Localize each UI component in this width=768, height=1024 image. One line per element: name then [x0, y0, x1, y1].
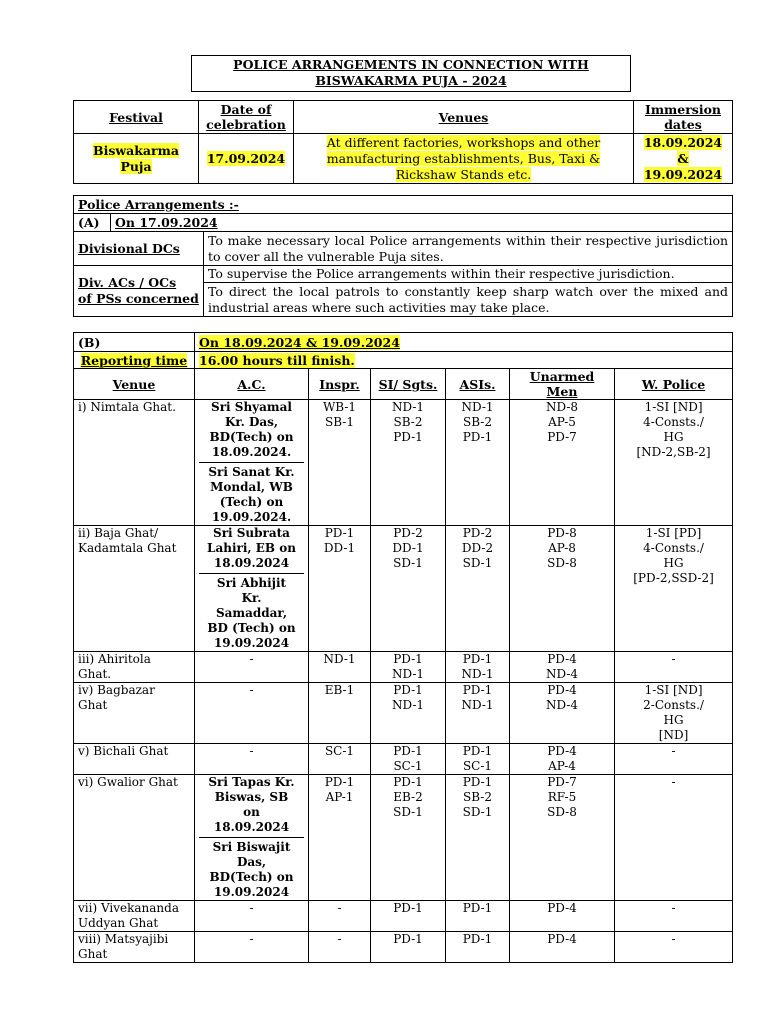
- inspr-cell: WB-1 SB-1: [309, 400, 371, 526]
- si-sgts-cell: PD-1 ND-1: [371, 652, 446, 683]
- table-row: [74, 901, 733, 932]
- col-inspr: Inspr.: [309, 369, 371, 400]
- asis-cell: PD-1: [446, 901, 510, 932]
- inspr-cell: -: [309, 932, 371, 963]
- unarmed-men-cell: PD-4 ND-4: [510, 683, 615, 744]
- ac-cell: [195, 775, 309, 901]
- col-unarmed-men: Unarmed Men: [510, 369, 615, 400]
- col-venue: Venue: [74, 369, 195, 400]
- festival-table-header: [74, 101, 733, 134]
- inspr-cell: SC-1: [309, 744, 371, 775]
- ac-cell: [195, 400, 309, 526]
- unarmed-men-cell: PD-4 ND-4: [510, 652, 615, 683]
- section-b-label: (B): [74, 333, 195, 352]
- w-police-cell: 1-SI [ND] 2-Consts./ HG [ND]: [615, 683, 733, 744]
- header-venues: Venues: [294, 101, 634, 134]
- asis-cell: PD-1 ND-1: [446, 683, 510, 744]
- inspr-cell: PD-1 DD-1: [309, 526, 371, 652]
- ac-cell: [195, 744, 309, 775]
- ac-cell: [195, 526, 309, 652]
- divisional-dcs-text: To make necessary local Police arrangements within their respective jurisdiction to cover all the vulnerable Puja sites.: [204, 232, 733, 266]
- ac-officer: -: [249, 744, 254, 758]
- asis-cell: PD-1 SB-2 SD-1: [446, 775, 510, 901]
- ac-officer: Sri Sanat Kr. Mondal, WB (Tech) on 19.09.2024.: [208, 465, 295, 524]
- ac-officer: -: [249, 683, 254, 697]
- ac-cell: [195, 683, 309, 744]
- ac-officer: Sri Shyamal Kr. Das, BD(Tech) on 18.09.2024.: [209, 400, 294, 459]
- table-row: [74, 744, 733, 775]
- si-sgts-cell: PD-1: [371, 901, 446, 932]
- unarmed-men-cell: PD-4: [510, 932, 615, 963]
- section-b-heading-row: [74, 333, 733, 352]
- unarmed-men-cell: PD-8 AP-8 SD-8: [510, 526, 615, 652]
- si-sgts-cell: PD-1: [371, 932, 446, 963]
- venue-cell: i) Nimtala Ghat.: [74, 400, 195, 526]
- si-sgts-cell: ND-1 SB-2 PD-1: [371, 400, 446, 526]
- divisional-dcs-label: Divisional DCs: [74, 232, 204, 266]
- ac-officer: -: [249, 652, 254, 666]
- unarmed-men-cell: PD-4 AP-4: [510, 744, 615, 775]
- si-sgts-cell: PD-1 EB-2 SD-1: [371, 775, 446, 901]
- section-a-date: On 17.09.2024: [111, 214, 733, 232]
- w-police-cell: 1-SI [ND] 4-Consts./ HG [ND-2,SB-2]: [615, 400, 733, 526]
- header-immersion: Immersion dates: [634, 101, 733, 134]
- w-police-cell: -: [615, 744, 733, 775]
- ac-officer: -: [249, 901, 254, 915]
- unarmed-men-cell: PD-4: [510, 901, 615, 932]
- ac-officer: Sri Subrata Lahiri, EB on 18.09.2024: [207, 526, 296, 570]
- col-si-sgts: SI/ Sgts.: [371, 369, 446, 400]
- ac-cell: [195, 932, 309, 963]
- reporting-time-row: [74, 352, 733, 369]
- si-sgts-cell: PD-1 SC-1: [371, 744, 446, 775]
- ac-officer: Sri Tapas Kr. Biswas, SB on 18.09.2024: [208, 775, 295, 834]
- police-arrangements-table: [73, 195, 733, 317]
- w-police-cell: -: [615, 775, 733, 901]
- ac-officer: Sri Biswajit Das, BD(Tech) on 19.09.2024: [209, 840, 294, 899]
- festival-venues: At different factories, workshops and other manufacturing establishments, Bus, Taxi & Rickshaw Stands etc.: [294, 134, 634, 184]
- ac-officer: Sri Abhijit Kr. Samaddar, BD (Tech) on 19.09.2024: [207, 576, 296, 650]
- div-acs-text-2: To direct the local patrols to constantly keep sharp watch over the mixed and industrial areas where such activities may take place.: [204, 283, 733, 317]
- festival-name: Biswakarma Puja: [74, 134, 199, 184]
- venue-cell: vi) Gwalior Ghat: [74, 775, 195, 901]
- si-sgts-cell: PD-2 DD-1 SD-1: [371, 526, 446, 652]
- section-a-label: (A): [74, 214, 111, 232]
- document-title: [191, 55, 631, 92]
- inspr-cell: ND-1: [309, 652, 371, 683]
- venue-cell: vii) Vivekananda Uddyan Ghat: [74, 901, 195, 932]
- asis-cell: ND-1 SB-2 PD-1: [446, 400, 510, 526]
- w-police-cell: -: [615, 932, 733, 963]
- pa-heading: Police Arrangements :-: [74, 196, 733, 214]
- col-ac: A.C.: [195, 369, 309, 400]
- festival-row: [74, 134, 733, 184]
- table-row: [74, 683, 733, 744]
- col-asis: ASIs.: [446, 369, 510, 400]
- festival-immersion-dates: 18.09.2024 & 19.09.2024: [634, 134, 733, 184]
- section-a-row: [74, 214, 733, 232]
- unarmed-men-cell: PD-7 RF-5 SD-8: [510, 775, 615, 901]
- title-line-2: BISWAKARMA PUJA - 2024: [315, 73, 507, 88]
- asis-cell: PD-1 ND-1: [446, 652, 510, 683]
- ac-divider: [199, 837, 304, 838]
- venue-cell: ii) Baja Ghat/ Kadamtala Ghat: [74, 526, 195, 652]
- table-row: [74, 526, 733, 652]
- w-police-cell: -: [615, 652, 733, 683]
- section-b-date: On 18.09.2024 & 19.09.2024: [195, 333, 733, 352]
- reporting-time-value: 16.00 hours till finish.: [195, 352, 733, 369]
- section-b-table: [73, 332, 733, 963]
- unarmed-men-cell: ND-8 AP-5 PD-7: [510, 400, 615, 526]
- table-row: [74, 652, 733, 683]
- ac-cell: [195, 901, 309, 932]
- header-festival: Festival: [74, 101, 199, 134]
- si-sgts-cell: PD-1 ND-1: [371, 683, 446, 744]
- pa-heading-row: [74, 196, 733, 214]
- table-row: [74, 932, 733, 963]
- inspr-cell: -: [309, 901, 371, 932]
- table-row: [74, 775, 733, 901]
- ac-divider: [199, 462, 304, 463]
- div-acs-row-1: [74, 266, 733, 283]
- divisional-dcs-row: [74, 232, 733, 266]
- div-acs-label: Div. ACs / OCs of PSs concerned: [74, 266, 204, 317]
- div-acs-text-1: To supervise the Police arrangements within their respective jurisdiction.: [204, 266, 733, 283]
- section-b-column-headers: [74, 369, 733, 400]
- col-w-police: W. Police: [615, 369, 733, 400]
- venue-cell: iv) Bagbazar Ghat: [74, 683, 195, 744]
- inspr-cell: PD-1 AP-1: [309, 775, 371, 901]
- section-b-rows: [74, 400, 733, 963]
- venue-cell: viii) Matsyajibi Ghat: [74, 932, 195, 963]
- festival-table: [73, 100, 733, 184]
- table-row: [74, 400, 733, 526]
- reporting-time-label: Reporting time: [74, 352, 195, 369]
- ac-cell: [195, 652, 309, 683]
- venue-cell: iii) Ahiritola Ghat.: [74, 652, 195, 683]
- ac-officer: -: [249, 932, 254, 946]
- venue-cell: v) Bichali Ghat: [74, 744, 195, 775]
- asis-cell: PD-1: [446, 932, 510, 963]
- inspr-cell: EB-1: [309, 683, 371, 744]
- w-police-cell: 1-SI [PD] 4-Consts./ HG [PD-2,SSD-2]: [615, 526, 733, 652]
- ac-divider: [199, 573, 304, 574]
- w-police-cell: -: [615, 901, 733, 932]
- festival-date: 17.09.2024: [199, 134, 294, 184]
- header-date: Date of celebration: [199, 101, 294, 134]
- asis-cell: PD-2 DD-2 SD-1: [446, 526, 510, 652]
- title-line-1: POLICE ARRANGEMENTS IN CONNECTION WITH: [233, 57, 589, 72]
- asis-cell: PD-1 SC-1: [446, 744, 510, 775]
